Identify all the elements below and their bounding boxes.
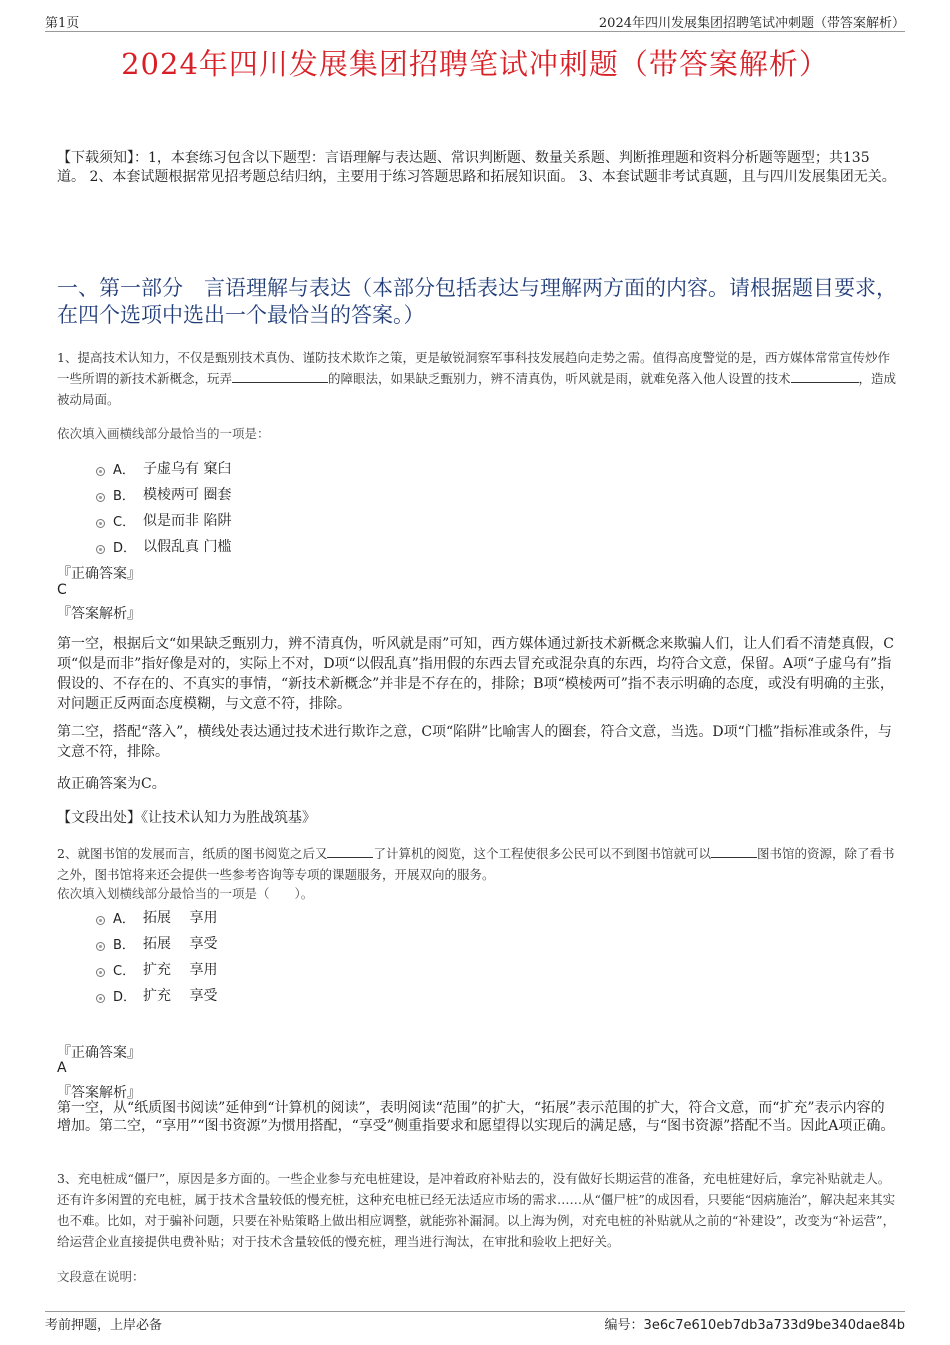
analysis-2-paragraph: 第一空，从“纸质图书阅读”延伸到“计算机的阅读”，表明阅读“范围”的扩大，“拓展”表示范围的扩大，符合文意，而“扩充”表示内容的增加。第二空，“享用”“图书资源”为惯用搭配，“享受”侧重指要求和愿望得以实现后的满足感，与“图书资源”搭配不当。因此A项正确。 [57, 1100, 895, 1134]
analysis-label-1: 『答案解析』 [57, 606, 141, 622]
header-divider [45, 31, 905, 32]
radio-icon[interactable] [96, 545, 105, 554]
footer-divider [45, 1311, 905, 1312]
footer-slogan: 考前押题，上岸必备 [45, 1318, 163, 1333]
source-citation: 【文段出处】《让技术认知力为胜战筑基》 [57, 810, 316, 826]
option-2b[interactable]: B． 拓展 享受 [96, 933, 217, 953]
question-1-text-part-a: 1、提高技术认知力，不仅是甄别技术真伪、谨防技术欺诈之策，更是敏锐洞察军事科技发展趋向走势之需。值得高度警觉的是，西方媒体常常宣传炒作一些所谓的新技术新概念，玩弄 [57, 350, 890, 386]
option-1b[interactable]: B． 模棱两可 圈套 [96, 484, 231, 504]
blank-2 [711, 845, 757, 858]
radio-icon[interactable] [96, 467, 105, 476]
option-1c[interactable]: C． 似是而非 陷阱 [96, 510, 231, 530]
radio-icon[interactable] [96, 942, 105, 951]
question-1-text-part-b: 的障眼法，如果缺乏甄别力，辨不清真伪，听风就是雨，就难免落入他人设置的技术 [328, 371, 791, 386]
question-2-text: 2、就图书馆的发展而言，纸质的图书阅览之后又 了计算机的阅览，这个工程使很多公民可以不到图书馆就可以 图书馆的资源，除了看书之外，图书馆将来还会提供一些参考咨询等专项的课题服务，开展双向的服务。 [57, 846, 895, 882]
answer-1: C [57, 582, 67, 598]
question-2-prompt: 依次填入划横线部分最恰当的一项是（ ）。 [57, 886, 314, 901]
question-1-text [57, 347, 897, 410]
radio-icon[interactable] [96, 916, 105, 925]
answer-label-2: 『正确答案』 [57, 1045, 141, 1061]
option-2d[interactable]: D． 扩充 享受 [96, 985, 217, 1005]
answer-2: A [57, 1060, 67, 1076]
blank-1 [327, 845, 373, 858]
option-2c[interactable]: C． 扩充 享用 [96, 959, 217, 979]
footer-code-label: 编号： [604, 1318, 644, 1333]
document-title: 2024年四川发展集团招聘笔试冲刺题（带答案解析） [121, 47, 829, 81]
radio-icon[interactable] [96, 968, 105, 977]
header-doc-title: 2024年四川发展集团招聘笔试冲刺题（带答案解析） [598, 16, 905, 31]
analysis-1-paragraph-1: 第一空，根据后文“如果缺乏甄别力，辨不清真伪，听风就是雨”可知，西方媒体通过新技术新概念来欺骗人们，让人们看不清楚真假，C项“似是而非”指好像是对的，实际上不对，D项“以假乱真”指用假的东西去冒充或混杂真的东西，均符合文意，保留。A项“子虚乌有”指假设的、不存在的、不真实的事情，“新技术新概念”并非是不存在的，排除；B项“模棱两可”指不表示明确的态度，或没有明确的主张，对问题正反两面态度模糊，与文意不符，排除。 [57, 636, 895, 712]
footer-code-value: 3e6c7e610eb7db3a733d9be340dae84b [643, 1318, 905, 1333]
option-1a[interactable]: A． 子虚乌有 窠臼 [96, 458, 231, 478]
option-2a[interactable]: A． 拓展 享用 [96, 907, 217, 927]
analysis-1-paragraph-2: 第二空，搭配“落入”，横线处表达通过技术进行欺诈之意，C项“陷阱”比喻害人的圈套，符合文意，当选。D项“门槛”指标准或条件，与文意不符，排除。 [57, 724, 892, 760]
analysis-label-2: 『答案解析』 [57, 1085, 141, 1101]
radio-icon[interactable] [96, 994, 105, 1003]
footer-code [605, 1314, 905, 1333]
analysis-1-conclusion: 故正确答案为C。 [57, 776, 166, 792]
answer-label-1: 『正确答案』 [57, 566, 141, 582]
question-3-prompt: 文段意在说明： [57, 1269, 145, 1284]
radio-icon[interactable] [96, 519, 105, 528]
blank-1 [232, 370, 328, 383]
question-1-text-part-c: ，造成被动局面。 [57, 371, 897, 407]
download-notice: 【下载须知】：1，本套练习包含以下题型：言语理解与表达题、常识判断题、数量关系题、判断推理题和资料分析题等题型；共135道。 2、本套试题根据常见招考题总结归纳，主要用于练习答题思路和拓展知识面。 3、本套试题非考试真题，且与四川发展集团无关。 [57, 150, 896, 185]
radio-icon[interactable] [96, 493, 105, 502]
option-1d[interactable]: D． 以假乱真 门槛 [96, 536, 231, 556]
blank-2 [791, 370, 859, 383]
question-3-text: 3、充电桩成“僵尸”，原因是多方面的。一些企业参与充电桩建设，是冲着政府补贴去的，没有做好长期运营的准备，充电桩建好后，拿完补贴就走人。还有许多闲置的充电桩，属于技术含量较低的慢充桩，这种充电桩已经无法适应市场的需求……从“僵尸桩”的成因看，只要能“因病施治”，解决起来其实也不难。比如，对于骗补问题，只要在补贴策略上做出相应调整，就能弥补漏洞。以上海为例，对充电桩的补贴就从之前的“补建设”，改变为“补运营”，给运营企业直接提供电费补贴；对于技术含量较低的慢充桩，理当进行淘汰，在审批和验收上把好关。 [57, 1171, 896, 1249]
section-heading: 一、第一部分 言语理解与表达（本部分包括表达与理解两方面的内容。请根据题目要求，在四个选项中选出一个最恰当的答案。） [57, 276, 897, 327]
page-number: 第1页 [45, 16, 80, 31]
question-1-prompt: 依次填入画横线部分最恰当的一项是： [57, 426, 270, 441]
